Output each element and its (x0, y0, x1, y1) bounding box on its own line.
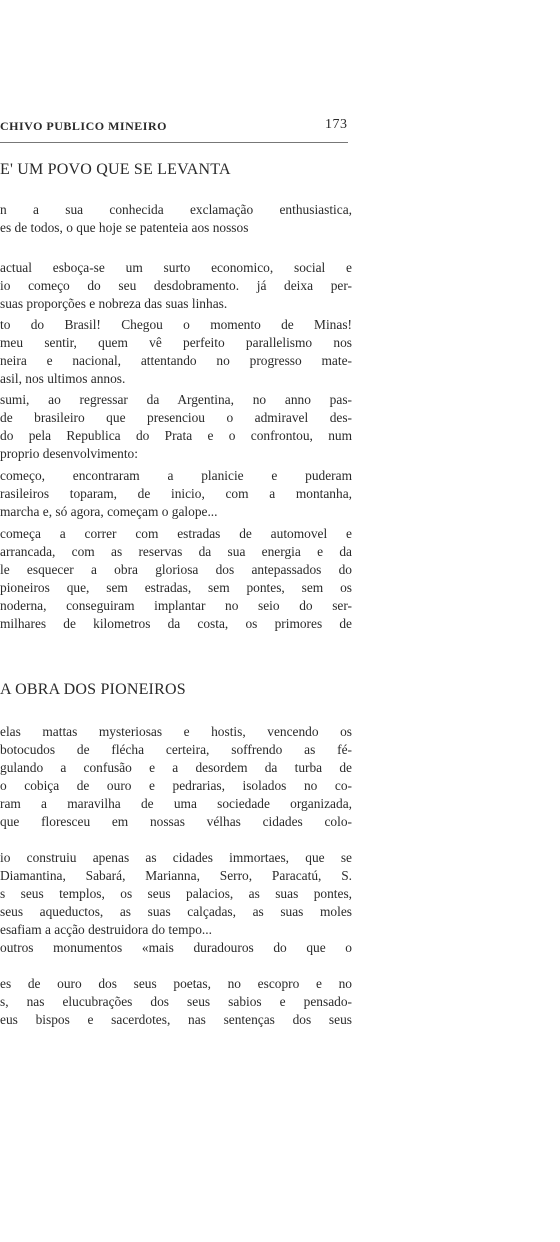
text-line: meu sentir, quem vê perfeito parallelismo nos (0, 335, 352, 350)
text-line: seus aqueductos, as suas calçadas, as suas moles (0, 904, 352, 919)
text-line: eus bispos e sacerdotes, nas sentenças dos seus (0, 1012, 352, 1027)
header-rule (0, 142, 348, 143)
text-line: começo, encontraram a planicie e puderam (0, 468, 352, 483)
text-line: s seus templos, os seus palacios, as suas pontes, (0, 886, 352, 901)
text-line: o cobiça de ouro e pedrarias, isolados no co- (0, 778, 352, 793)
text-line: es de todos, o que hoje se patenteia aos nossos (0, 220, 249, 235)
text-line: marcha e, só agora, começam o galope... (0, 504, 218, 519)
text-line: le esquecer a obra gloriosa dos antepassados do (0, 562, 352, 577)
text-line: arrancada, com as reservas da sua energia e da (0, 544, 352, 559)
text-line: milhares de kilometros da costa, os primores de (0, 616, 352, 631)
text-line: pioneiros que, sem estradas, sem pontes, sem os (0, 580, 352, 595)
text-line: s, nas elucubrações dos seus sabios e pensado- (0, 994, 352, 1009)
text-line: botocudos de flécha certeira, soffrendo as fé- (0, 742, 352, 757)
text-line: esafiam a acção destruidora do tempo... (0, 922, 212, 937)
text-line: noderna, conseguiram implantar no seio do ser- (0, 598, 352, 613)
text-line: io começo do seu desdobramento. já deixa per- (0, 278, 352, 293)
text-line: sumi, ao regressar da Argentina, no anno pas- (0, 392, 352, 407)
text-line: suas proporções e nobreza das suas linhas. (0, 296, 228, 311)
section-heading: A OBRA DOS PIONEIROS (0, 681, 186, 698)
text-line: rasileiros toparam, de inicio, com a montanha, (0, 486, 352, 501)
section-heading: E' UM POVO QUE SE LEVANTA (0, 161, 231, 178)
text-line: Diamantina, Sabará, Marianna, Serro, Paracatú, S. (0, 868, 352, 883)
text-line: começa a correr com estradas de automovel e (0, 526, 352, 541)
text-line: ram a maravilha de uma sociedade organizada, (0, 796, 352, 811)
page-number: 173 (325, 117, 348, 132)
text-line: actual esboça-se um surto economico, social e (0, 260, 352, 275)
text-line: es de ouro dos seus poetas, no escopro e no (0, 976, 352, 991)
text-line: n a sua conhecida exclamação enthusiastica, (0, 202, 352, 217)
running-title: CHIVO PUBLICO MINEIRO (0, 119, 167, 133)
text-line: neira e nacional, attentando no progresso mate- (0, 353, 352, 368)
text-line: to do Brasil! Chegou o momento de Minas! (0, 317, 352, 332)
text-line: gulando a confusão e a desordem da turba de (0, 760, 352, 775)
text-line: proprio desenvolvimento: (0, 446, 138, 461)
text-line: de brasileiro que presenciou o admiravel des- (0, 410, 352, 425)
text-line: io construiu apenas as cidades immortaes, que se (0, 850, 352, 865)
text-line: outros monumentos «mais duradouros do que o (0, 940, 352, 955)
text-line: do pela Republica do Prata e o confrontou, num (0, 428, 352, 443)
text-line: asil, nos ultimos annos. (0, 371, 126, 386)
text-line: elas mattas mysteriosas e hostis, vencendo os (0, 724, 352, 739)
text-line: que floresceu em nossas vélhas cidades colo- (0, 814, 352, 829)
